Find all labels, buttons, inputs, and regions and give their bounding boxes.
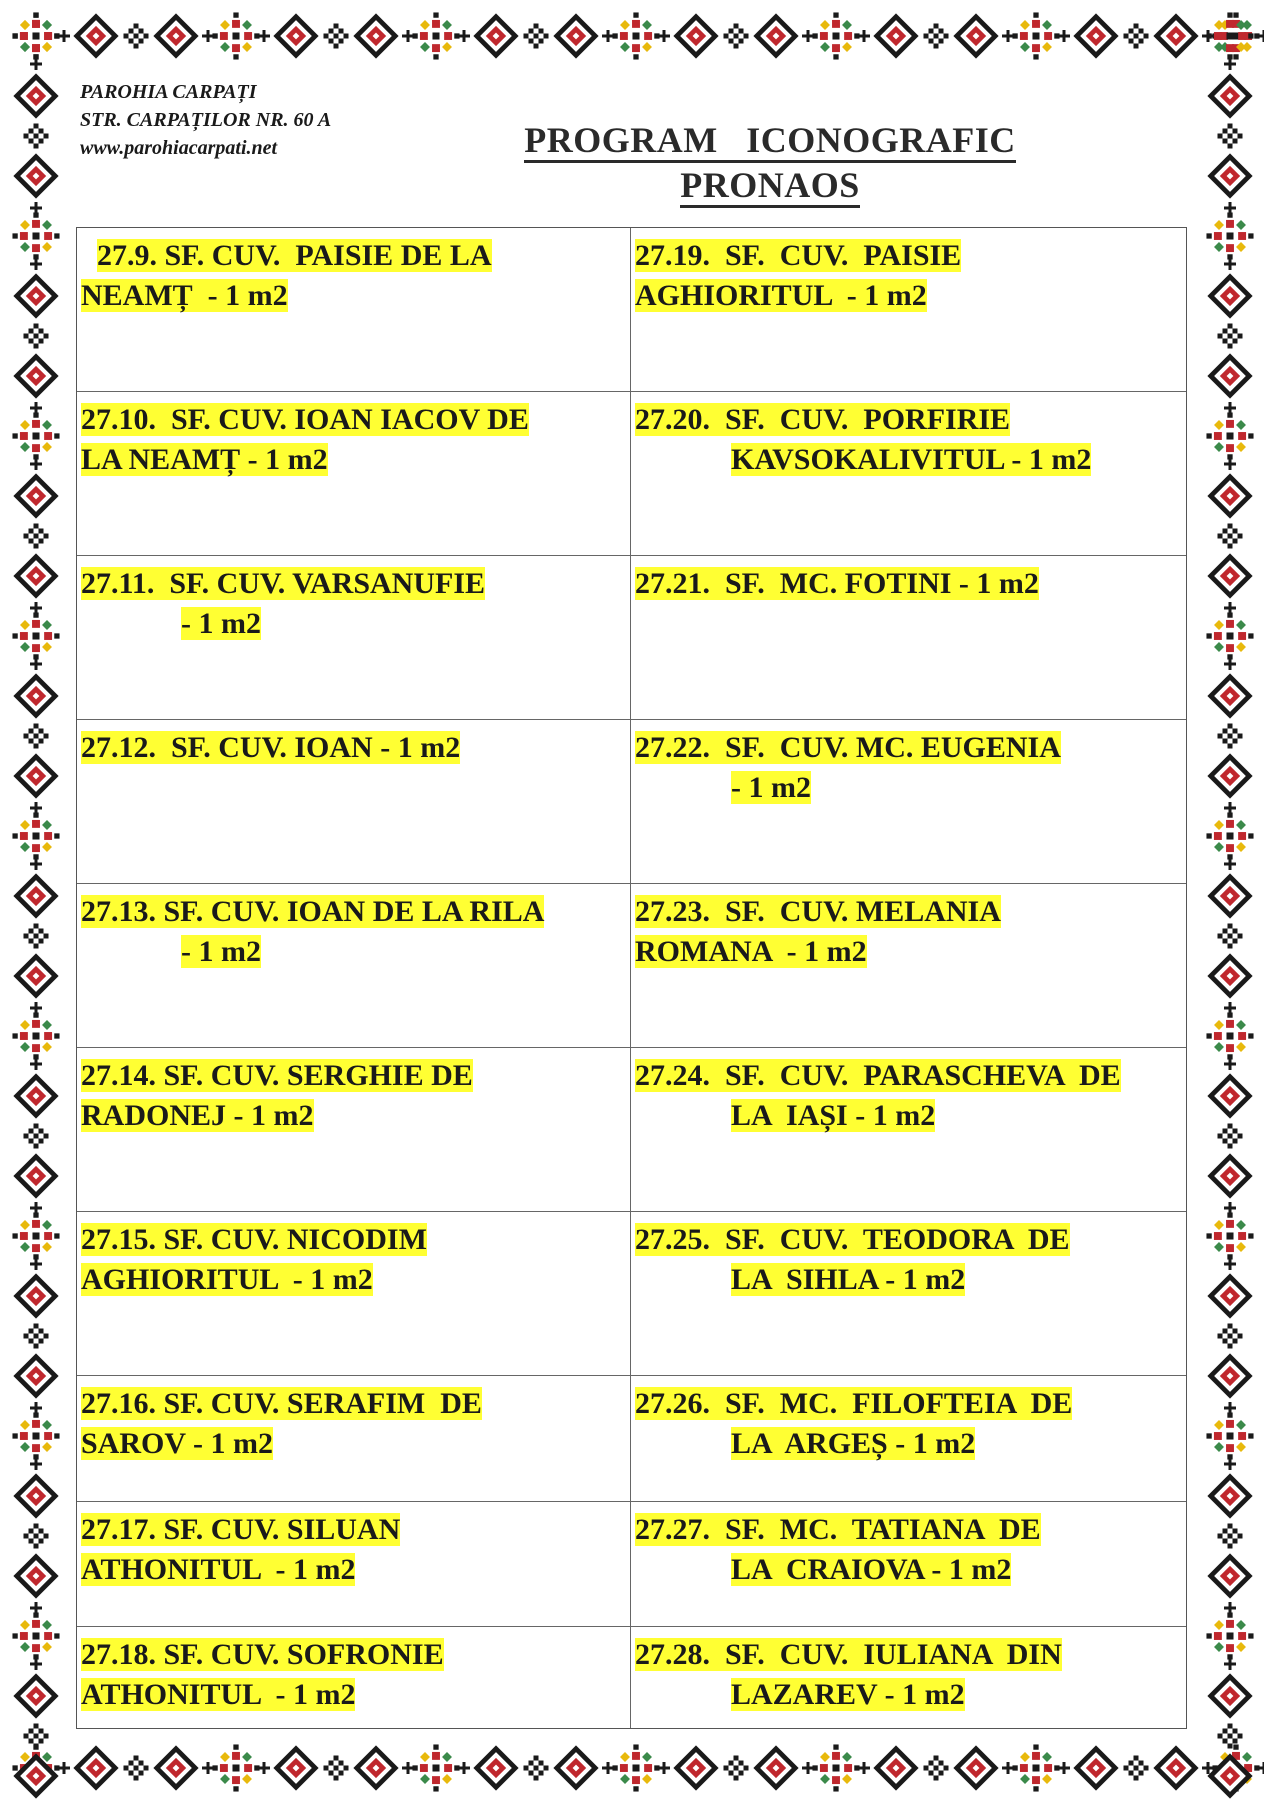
cell-text-line — [635, 1260, 1182, 1300]
cell-text-line — [81, 1220, 626, 1260]
cell-text-line — [81, 1424, 626, 1464]
highlighted-text: ROMANA - 1 m2 — [635, 935, 867, 968]
cell-text-line — [635, 440, 1182, 480]
cell-text-line — [635, 932, 1182, 972]
highlighted-text: 27.25. SF. CUV. TEODORA DE — [635, 1223, 1070, 1256]
highlighted-text: LAZAREV - 1 m2 — [731, 1678, 965, 1711]
cell-text-line — [81, 1510, 626, 1550]
cell-text-line — [81, 1635, 626, 1675]
highlighted-text: 27.23. SF. CUV. MELANIA — [635, 895, 1001, 928]
table-cell-right — [631, 720, 1186, 884]
highlighted-text: 27.12. SF. CUV. IOAN - 1 m2 — [81, 731, 461, 764]
cell-text-line — [81, 440, 626, 480]
highlighted-text: LA CRAIOVA - 1 m2 — [731, 1553, 1012, 1586]
title-line-2: PRONAOS — [680, 165, 860, 208]
cell-text-line — [81, 604, 626, 644]
page-title — [460, 118, 1080, 208]
cell-text-line — [635, 1220, 1182, 1260]
cell-text-line — [81, 1550, 626, 1590]
highlighted-text: 27.20. SF. CUV. PORFIRIE — [635, 403, 1011, 436]
cell-text-line — [635, 1510, 1182, 1550]
table-cell-left — [77, 228, 631, 392]
highlighted-text: 27.24. SF. CUV. PARASCHEVA DE — [635, 1059, 1121, 1092]
parish-address: STR. CARPAȚILOR NR. 60 A — [80, 109, 332, 131]
cell-text-line — [81, 400, 626, 440]
table-cell-left — [77, 1048, 631, 1212]
highlighted-text: 27.19. SF. CUV. PAISIE — [635, 239, 962, 272]
cell-text-line — [635, 564, 1182, 604]
cell-text-line — [635, 892, 1182, 932]
cell-text-line — [81, 892, 626, 932]
cell-text-line — [81, 276, 626, 316]
highlighted-text: LA IAȘI - 1 m2 — [731, 1099, 936, 1132]
table-cell-right — [631, 1376, 1186, 1502]
title-line-1: PROGRAM ICONOGRAFIC — [524, 120, 1015, 163]
table-cell-left — [77, 720, 631, 884]
highlighted-text: 27.22. SF. CUV. MC. EUGENIA — [635, 731, 1061, 764]
cell-text-line — [635, 1675, 1182, 1715]
parish-website: www.parohiacarpati.net — [80, 137, 278, 159]
cell-text-line — [635, 236, 1182, 276]
ornamental-border-right — [1194, 0, 1264, 1802]
cell-text-line — [635, 400, 1182, 440]
highlighted-text: 27.21. SF. MC. FOTINI - 1 m2 — [635, 567, 1039, 600]
table-cell-right — [631, 1048, 1186, 1212]
cell-text-line — [635, 768, 1182, 808]
cell-text-line — [81, 932, 626, 972]
iconography-table — [76, 227, 1187, 1729]
highlighted-text: RADONEJ - 1 m2 — [81, 1099, 314, 1132]
folk-pattern-graphic — [1194, 0, 1264, 1802]
cell-text-line — [81, 1056, 626, 1096]
table-cell-right — [631, 392, 1186, 556]
highlighted-text: 27.13. SF. CUV. IOAN DE LA RILA — [81, 895, 545, 928]
table-cell-right — [631, 1627, 1186, 1728]
highlighted-text: 27.9. SF. CUV. PAISIE DE LA — [97, 239, 492, 272]
highlighted-text: 27.15. SF. CUV. NICODIM — [81, 1223, 427, 1256]
table-cell-left — [77, 556, 631, 720]
cell-text-line — [81, 1384, 626, 1424]
highlighted-text: LA NEAMȚ - 1 m2 — [81, 443, 328, 476]
table-cell-right — [631, 1212, 1186, 1376]
cell-text-line — [635, 1096, 1182, 1136]
highlighted-text: 27.16. SF. CUV. SERAFIM DE — [81, 1387, 482, 1420]
table-cell-left — [77, 392, 631, 556]
highlighted-text: 27.10. SF. CUV. IOAN IACOV DE — [81, 403, 529, 436]
table-cell-right — [631, 556, 1186, 720]
highlighted-text: 27.17. SF. CUV. SILUAN — [81, 1513, 401, 1546]
table-cell-left — [77, 1376, 631, 1502]
highlighted-text: 27.11. SF. CUV. VARSANUFIE — [81, 567, 486, 600]
highlighted-text: ATHONITUL - 1 m2 — [81, 1553, 356, 1586]
cell-text-line — [635, 1056, 1182, 1096]
parish-info — [80, 78, 331, 162]
parish-name: PAROHIA CARPAȚI — [80, 81, 257, 103]
ornamental-border-top — [0, 0, 1264, 70]
highlighted-text: 27.26. SF. MC. FILOFTEIA DE — [635, 1387, 1073, 1420]
table-cell-right — [631, 228, 1186, 392]
highlighted-text: 27.14. SF. CUV. SERGHIE DE — [81, 1059, 473, 1092]
cell-text-line — [81, 1096, 626, 1136]
table-cell-right — [631, 884, 1186, 1048]
table-cell-left — [77, 1502, 631, 1627]
table-cell-right — [631, 1502, 1186, 1627]
cell-text-line — [635, 1550, 1182, 1590]
folk-pattern-graphic — [0, 0, 70, 1802]
highlighted-text: - 1 m2 — [181, 935, 261, 968]
cell-text-line — [81, 1675, 626, 1715]
table-cell-left — [77, 1212, 631, 1376]
highlighted-text: 27.28. SF. CUV. IULIANA DIN — [635, 1638, 1062, 1671]
cell-text-line — [81, 1260, 626, 1300]
highlighted-text: - 1 m2 — [731, 771, 811, 804]
cell-text-line — [81, 728, 626, 768]
highlighted-text: ATHONITUL - 1 m2 — [81, 1678, 356, 1711]
highlighted-text: 27.27. SF. MC. TATIANA DE — [635, 1513, 1041, 1546]
highlighted-text: LA SIHLA - 1 m2 — [731, 1263, 966, 1296]
folk-pattern-graphic — [0, 1732, 1264, 1802]
table-cell-left — [77, 1627, 631, 1728]
cell-text-line — [81, 236, 626, 276]
ornamental-border-bottom — [0, 1732, 1264, 1802]
highlighted-text: AGHIORITUL - 1 m2 — [635, 279, 927, 312]
cell-text-line — [635, 1635, 1182, 1675]
cell-text-line — [635, 1424, 1182, 1464]
ornamental-border-left — [0, 0, 70, 1802]
folk-pattern-graphic — [0, 0, 1264, 70]
highlighted-text: LA ARGEȘ - 1 m2 — [731, 1427, 976, 1460]
cell-text-line — [81, 564, 626, 604]
cell-text-line — [635, 276, 1182, 316]
table-cell-left — [77, 884, 631, 1048]
highlighted-text: - 1 m2 — [181, 607, 261, 640]
highlighted-text: 27.18. SF. CUV. SOFRONIE — [81, 1638, 444, 1671]
cell-text-line — [635, 1384, 1182, 1424]
cell-text-line — [635, 728, 1182, 768]
highlighted-text: NEAMȚ - 1 m2 — [81, 279, 288, 312]
highlighted-text: SAROV - 1 m2 — [81, 1427, 273, 1460]
highlighted-text: KAVSOKALIVITUL - 1 m2 — [731, 443, 1092, 476]
highlighted-text: AGHIORITUL - 1 m2 — [81, 1263, 373, 1296]
